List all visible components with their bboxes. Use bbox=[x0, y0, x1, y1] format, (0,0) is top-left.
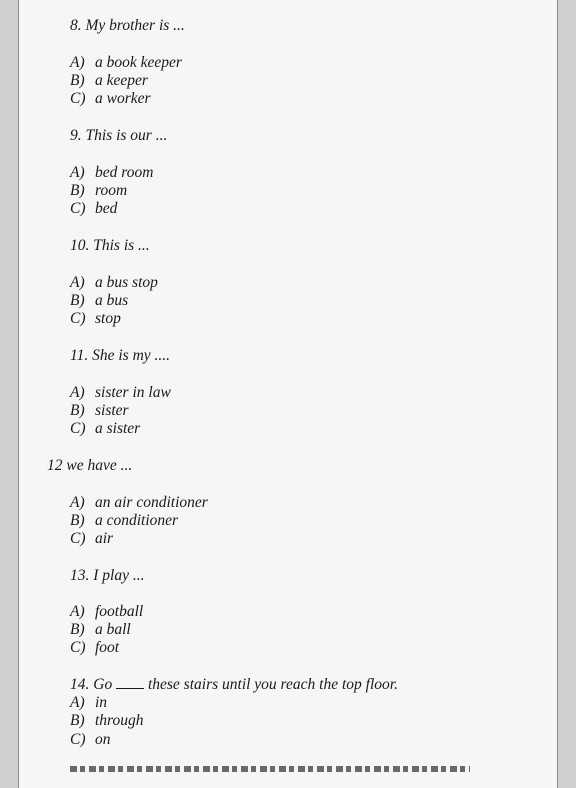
question-9-option-b bbox=[70, 182, 127, 200]
option-text: a book keeper bbox=[95, 54, 182, 71]
option-letter: C) bbox=[70, 310, 86, 327]
option-letter: C) bbox=[70, 731, 86, 748]
question-8-option-c bbox=[70, 90, 151, 108]
option-letter: A) bbox=[70, 494, 85, 511]
question-9-option-c bbox=[70, 200, 117, 218]
question-12-option-c bbox=[70, 530, 113, 548]
option-letter: A) bbox=[70, 54, 85, 71]
option-text: sister bbox=[95, 402, 129, 419]
question-14-option-b bbox=[70, 712, 144, 730]
question-13-option-c bbox=[70, 639, 119, 657]
option-letter: B) bbox=[70, 402, 85, 419]
question-11-option-c bbox=[70, 420, 140, 438]
question-10-option-b bbox=[70, 292, 128, 310]
option-text: sister in law bbox=[95, 384, 171, 401]
option-letter: B) bbox=[70, 182, 85, 199]
question-13-option-a bbox=[70, 603, 143, 621]
option-text: an air conditioner bbox=[95, 494, 208, 511]
question-10-option-a bbox=[70, 274, 158, 292]
question-13-option-b bbox=[70, 621, 131, 639]
question-11-option-b bbox=[70, 402, 129, 420]
option-text: a sister bbox=[95, 420, 141, 437]
option-text: in bbox=[95, 694, 108, 711]
option-letter: B) bbox=[70, 712, 85, 729]
option-text: on bbox=[95, 731, 111, 748]
option-text: football bbox=[95, 603, 144, 620]
option-letter: A) bbox=[70, 603, 85, 620]
option-text: a bus bbox=[95, 292, 129, 309]
question-9-stem: 9. This is our ... bbox=[70, 127, 168, 144]
option-text: through bbox=[95, 712, 144, 729]
worksheet-page bbox=[18, 0, 558, 788]
question-10-option-c bbox=[70, 310, 121, 328]
option-letter: B) bbox=[70, 621, 85, 638]
question-12-stem: 12 we have ... bbox=[47, 457, 133, 474]
option-text: foot bbox=[95, 639, 120, 656]
option-text: a worker bbox=[95, 90, 151, 107]
option-text: room bbox=[95, 182, 128, 199]
option-letter: B) bbox=[70, 512, 85, 529]
option-letter: C) bbox=[70, 420, 86, 437]
option-text: a conditioner bbox=[95, 512, 179, 529]
option-letter: A) bbox=[70, 694, 85, 711]
question-8-stem: 8. My brother is ... bbox=[70, 17, 185, 34]
option-text: air bbox=[95, 530, 114, 547]
option-letter: B) bbox=[70, 72, 85, 89]
option-letter: C) bbox=[70, 639, 86, 656]
question-8-option-b bbox=[70, 72, 148, 90]
cut-off-text-line bbox=[70, 766, 470, 772]
question-14-option-c bbox=[70, 731, 111, 749]
option-letter: C) bbox=[70, 90, 86, 107]
option-text: bed room bbox=[95, 164, 154, 181]
option-letter: A) bbox=[70, 274, 85, 291]
question-12-option-a bbox=[70, 494, 208, 512]
question-9-option-a bbox=[70, 164, 153, 182]
option-letter: A) bbox=[70, 164, 85, 181]
question-14-stem-end: these stairs until you reach the top floor. bbox=[144, 676, 398, 693]
option-text: a bus stop bbox=[95, 274, 158, 291]
option-text: a keeper bbox=[95, 72, 148, 89]
question-14-option-a bbox=[70, 694, 107, 712]
question-10-stem: 10. This is ... bbox=[70, 237, 150, 254]
question-13-stem: 13. I play ... bbox=[70, 567, 145, 584]
answer-blank bbox=[116, 676, 144, 689]
question-14-stem-start: 14. Go bbox=[70, 676, 113, 693]
question-8-option-a bbox=[70, 54, 182, 72]
question-11-option-a bbox=[70, 384, 171, 402]
option-letter: A) bbox=[70, 384, 85, 401]
question-12-option-b bbox=[70, 512, 178, 530]
option-text: a ball bbox=[95, 621, 131, 638]
option-letter: C) bbox=[70, 200, 86, 217]
option-text: stop bbox=[95, 310, 121, 327]
option-letter: C) bbox=[70, 530, 86, 547]
option-letter: B) bbox=[70, 292, 85, 309]
question-14-stem bbox=[70, 676, 398, 694]
option-text: bed bbox=[95, 200, 118, 217]
question-11-stem: 11. She is my .... bbox=[70, 347, 171, 364]
